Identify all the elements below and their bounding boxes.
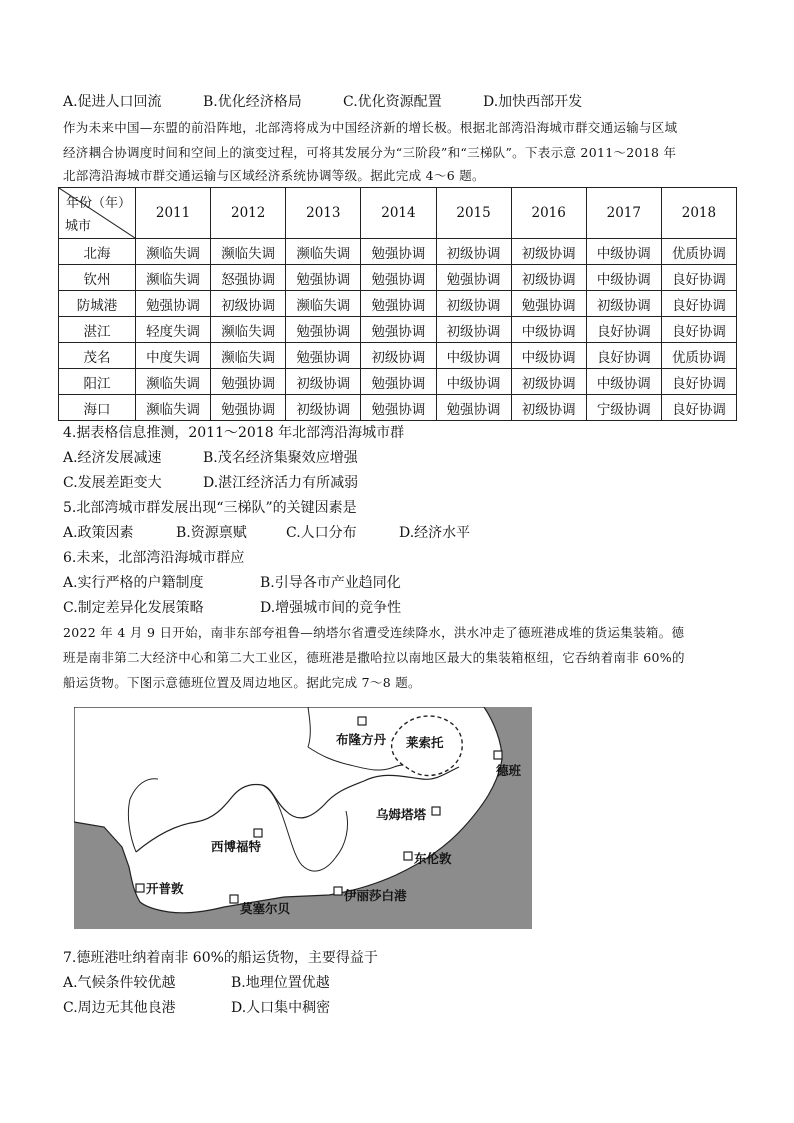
table-cell: 勉强协调 [511, 291, 586, 317]
map-figure [74, 707, 532, 929]
label-port-elizabeth: 伊丽莎白港 [344, 889, 407, 903]
table-cell: 勉强协调 [361, 395, 436, 421]
q3-option-d: D.加快西部开发 [483, 94, 583, 110]
table-cell: 濒临失调 [136, 265, 211, 291]
q5-option-c: C.人口分布 [286, 525, 357, 541]
table-row [59, 291, 737, 317]
table-cell: 良好协调 [661, 395, 736, 421]
table-cell: 勉强协调 [286, 317, 361, 343]
table-cell: 轻度失调 [136, 317, 211, 343]
passage2-line: 船运货物。下图示意德班位置及周边地区。据此完成 7～8 题。 [63, 675, 421, 690]
table-cell: 勉强协调 [436, 395, 511, 421]
table-cell: 濒临失调 [286, 239, 361, 265]
table-cell: 初级协调 [286, 395, 361, 421]
q6-option-a: A.实行严格的户籍制度 [63, 575, 204, 591]
table-cell: 优质协调 [661, 343, 736, 369]
table-cell: 濒临失调 [136, 239, 211, 265]
q4-option-a: A.经济发展减速 [63, 450, 162, 466]
table-cell: 初级协调 [436, 291, 511, 317]
table-cell: 初级协调 [511, 265, 586, 291]
table-cell: 濒临失调 [286, 291, 361, 317]
table-cell: 濒临失调 [211, 317, 286, 343]
table-cell: 勉强协调 [361, 239, 436, 265]
table-body [59, 239, 737, 421]
q5-stem: 5.北部湾城市群发展出现“三梯队”的关键因素是 [63, 500, 357, 516]
year-header: 2016 [511, 188, 586, 239]
q4-option-d: D.湛江经济活力有所减弱 [203, 475, 359, 491]
city-marker [432, 807, 440, 815]
table-cell: 良好协调 [586, 317, 661, 343]
table-cell: 中级协调 [436, 369, 511, 395]
city-marker [136, 884, 144, 892]
label-beaufort-west: 西博福特 [211, 840, 262, 854]
city-marker [404, 852, 412, 860]
q3-option-b: B.优化经济格局 [203, 94, 302, 110]
q3-option-c: C.优化资源配置 [343, 94, 442, 110]
year-header: 2014 [361, 188, 436, 239]
table-cell: 中级协调 [436, 343, 511, 369]
city-cell: 海口 [59, 395, 136, 421]
table-cell: 勉强协调 [361, 317, 436, 343]
passage2-line: 2022 年 4 月 9 日开始，南非东部夸祖鲁—纳塔尔省遭受连续降水，洪水冲走了德班港成堆的货运集装箱。德 [63, 625, 685, 640]
table-cell: 濒临失调 [136, 395, 211, 421]
table-cell: 勉强协调 [136, 291, 211, 317]
table-cell: 初级协调 [586, 291, 661, 317]
table-cell: 勉强协调 [361, 291, 436, 317]
q7-option-a: A.气候条件较优越 [63, 975, 176, 991]
q7-stem: 7.德班港吐纳着南非 60%的船运货物，主要得益于 [63, 950, 378, 966]
city-cell: 北海 [59, 239, 136, 265]
table-cell: 中级协调 [586, 239, 661, 265]
table-row [59, 395, 737, 421]
table-cell: 勉强协调 [286, 343, 361, 369]
q7-option-b: B.地理位置优越 [231, 975, 330, 991]
label-lesotho: 莱索托 [406, 736, 444, 750]
q4-stem: 4.据表格信息推测，2011～2018 年北部湾沿海城市群 [63, 425, 405, 441]
table-cell: 中级协调 [511, 317, 586, 343]
table-row [59, 265, 737, 291]
q4-option-c: C.发展差距变大 [63, 475, 162, 491]
q5-option-a: A.政策因素 [63, 525, 134, 541]
year-header: 2011 [136, 188, 211, 239]
q7-option-c: C.周边无其他良港 [63, 1000, 176, 1016]
table-cell: 濒临失调 [211, 239, 286, 265]
table-cell: 良好协调 [661, 369, 736, 395]
label-durban: 德班 [496, 764, 522, 778]
q5-option-d: D.经济水平 [399, 525, 471, 541]
table-cell: 濒临失调 [136, 369, 211, 395]
table-row [59, 239, 737, 265]
table-cell: 中级协调 [586, 369, 661, 395]
table-cell: 初级协调 [361, 343, 436, 369]
table-cell: 勉强协调 [361, 265, 436, 291]
table-cell: 中度失调 [136, 343, 211, 369]
passage1-line: 作为未来中国—东盟的前沿阵地，北部湾将成为中国经济新的增长极。根据北部湾沿海城市群交通运输与区域 [63, 120, 678, 135]
city-marker [230, 895, 238, 903]
table-cell: 宁级协调 [586, 395, 661, 421]
table-cell: 初级协调 [511, 239, 586, 265]
table-header-row [59, 188, 737, 239]
table-row [59, 317, 737, 343]
city-cell: 钦州 [59, 265, 136, 291]
q5-option-b: B.资源禀赋 [176, 525, 247, 541]
year-header: 2012 [211, 188, 286, 239]
q4-option-b: B.茂名经济集聚效应增强 [203, 450, 358, 466]
year-header: 2017 [586, 188, 661, 239]
table-cell: 初级协调 [511, 395, 586, 421]
table-cell: 勉强协调 [211, 395, 286, 421]
table-cell: 中级协调 [586, 265, 661, 291]
table-cell: 勉强协调 [361, 369, 436, 395]
table-cell: 良好协调 [661, 265, 736, 291]
table-cell: 怒强协调 [211, 265, 286, 291]
table-cell: 良好协调 [661, 317, 736, 343]
city-marker [254, 829, 262, 837]
table-corner-header [59, 188, 136, 239]
passage2-line: 班是南非第二大经济中心和第二大工业区，德班港是撒哈拉以南地区最大的集装箱枢纽，它吞纳着南非 60%的 [63, 650, 685, 665]
city-marker [358, 717, 366, 725]
city-cell: 防城港 [59, 291, 136, 317]
south-africa-map [74, 707, 532, 929]
table-cell: 优质协调 [661, 239, 736, 265]
header-year: 年份（年） [65, 196, 131, 211]
table-cell: 初级协调 [436, 239, 511, 265]
table-cell: 良好协调 [661, 291, 736, 317]
q6-option-c: C.制定差异化发展策略 [63, 600, 204, 616]
table-row [59, 369, 737, 395]
q6-option-d: D.增强城市间的竞争性 [260, 600, 402, 616]
table-cell: 初级协调 [511, 369, 586, 395]
passage1-line: 经济耦合协调度时间和空间上的演变过程，可将其发展分为“三阶段”和“三梯队”。下表示意 2011～2018 年 [63, 145, 677, 160]
label-east-london: 东伦敦 [414, 852, 452, 866]
q3-option-a: A.促进人口回流 [63, 94, 162, 110]
table-cell: 初级协调 [286, 369, 361, 395]
label-bloemfontein: 布隆方丹 [336, 733, 387, 747]
city-cell: 阳江 [59, 369, 136, 395]
table-row [59, 343, 737, 369]
city-cell: 湛江 [59, 317, 136, 343]
q7-option-d: D.人口集中稠密 [231, 1000, 331, 1016]
q6-option-b: B.引导各市产业趋同化 [260, 575, 401, 591]
passage1-line: 北部湾沿海城市群交通运输与区域经济系统协调等级。据此完成 4～6 题。 [63, 168, 485, 183]
label-umtata: 乌姆塔塔 [376, 808, 427, 822]
table-cell: 良好协调 [586, 343, 661, 369]
table-cell: 濒临失调 [211, 343, 286, 369]
table-cell: 勉强协调 [211, 369, 286, 395]
city-marker [494, 751, 502, 759]
label-mossel-bay: 莫塞尔贝 [240, 902, 291, 916]
header-city: 城市 [65, 219, 92, 234]
city-cell: 茂名 [59, 343, 136, 369]
year-header: 2013 [286, 188, 361, 239]
table-cell: 勉强协调 [286, 265, 361, 291]
coordination-table [58, 187, 737, 421]
table-cell: 勉强协调 [436, 265, 511, 291]
table-cell: 中级协调 [511, 343, 586, 369]
q6-stem: 6.未来，北部湾沿海城市群应 [63, 550, 245, 566]
city-marker [334, 887, 342, 895]
table-cell: 初级协调 [436, 317, 511, 343]
table-cell: 初级协调 [211, 291, 286, 317]
label-cape-town: 开普敦 [146, 882, 184, 896]
year-header: 2018 [661, 188, 736, 239]
year-header: 2015 [436, 188, 511, 239]
